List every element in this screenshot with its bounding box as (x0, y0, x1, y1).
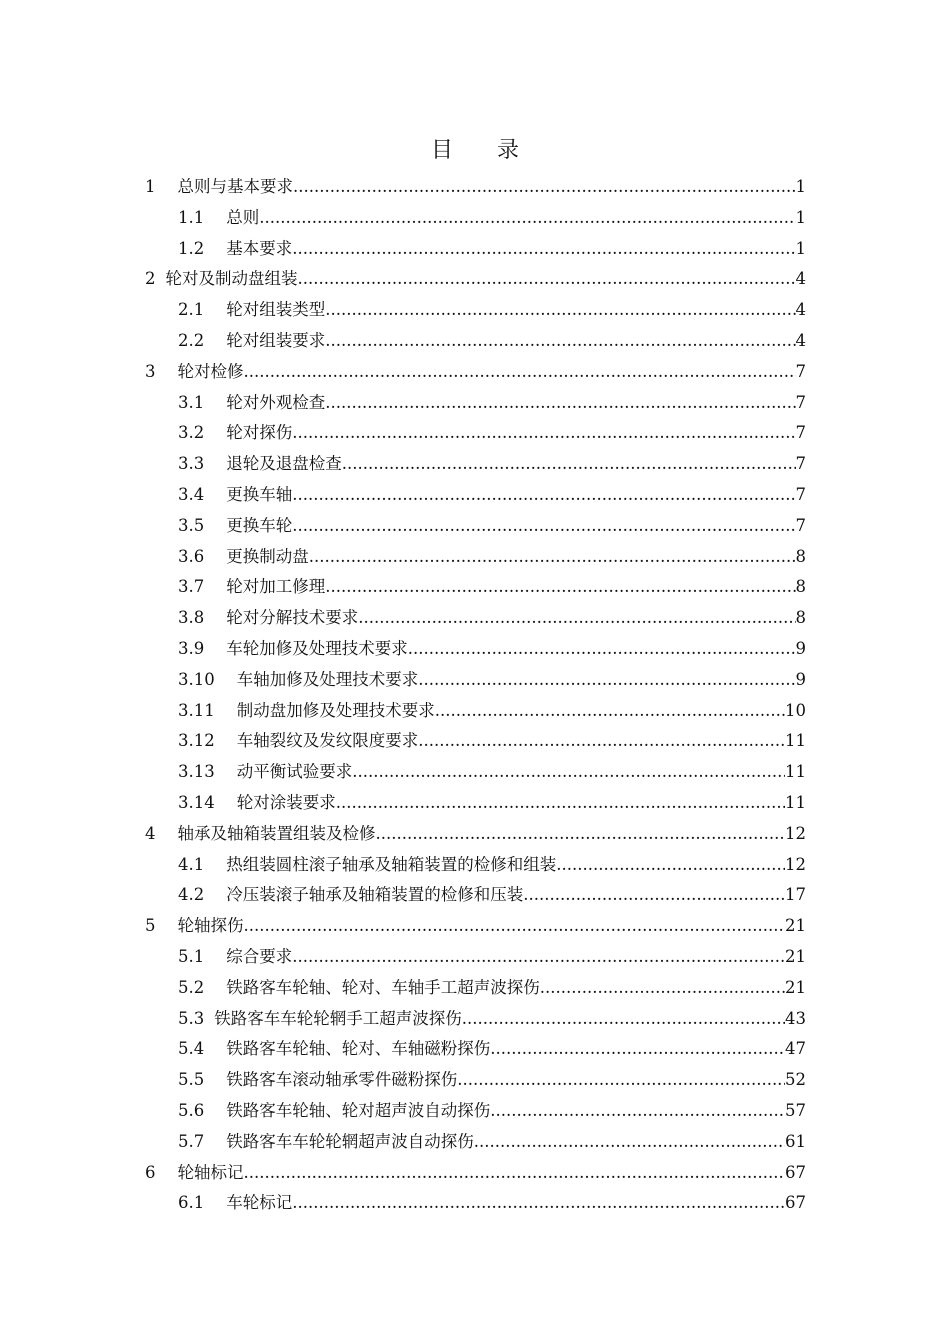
toc-entry-page: 21 (785, 916, 806, 936)
toc-entry-title: 轮轴探伤 (177, 916, 244, 936)
toc-entry-number: 3.6 (178, 546, 205, 566)
toc-dot-leader (435, 696, 785, 727)
toc-entry-page: 43 (785, 1008, 806, 1028)
toc-dot-leader (325, 388, 795, 419)
toc-dot-leader (244, 1158, 786, 1189)
toc-dot-leader (490, 1096, 785, 1127)
toc-entry-page: 8 (795, 546, 806, 566)
toc-entry-number: 4.1 (178, 854, 205, 874)
toc-entry-title: 轮对检修 (177, 361, 244, 381)
toc-dot-leader (325, 572, 795, 603)
toc-dot-leader (474, 1127, 785, 1158)
toc-entry-title: 更换车轴 (226, 484, 293, 504)
toc-entry-page: 8 (795, 577, 806, 597)
toc-entry-page: 1 (795, 238, 806, 258)
toc-dot-leader (556, 850, 785, 881)
toc-entry-title: 冷压装滚子轴承及轴箱装置的检修和压装 (226, 885, 524, 905)
toc-entry-number: 2 (145, 269, 156, 289)
toc-entry[interactable] (145, 572, 806, 603)
toc-entry-page: 4 (795, 300, 806, 320)
toc-entry-title: 轮对及制动盘组装 (165, 269, 298, 289)
toc-entry[interactable] (145, 911, 806, 942)
toc-entry[interactable] (145, 850, 806, 881)
toc-entry[interactable] (145, 942, 806, 973)
toc-dot-leader (292, 1188, 785, 1219)
toc-entry[interactable] (145, 449, 806, 480)
toc-entry[interactable] (145, 1004, 806, 1035)
toc-entry-page: 1 (795, 177, 806, 196)
toc-entry[interactable] (145, 1127, 806, 1158)
toc-dot-leader (293, 172, 796, 203)
toc-entry-page: 61 (785, 1131, 806, 1151)
toc-entry-page: 67 (785, 1193, 806, 1213)
toc-entry[interactable] (145, 757, 806, 788)
toc-entry[interactable] (145, 1096, 806, 1127)
toc-entry-page: 11 (785, 731, 806, 751)
toc-entry-number: 5.7 (178, 1131, 205, 1151)
toc-entry-page: 21 (785, 977, 806, 997)
toc-entry-title: 制动盘加修及处理技术要求 (236, 700, 435, 720)
toc-entry-page: 9 (795, 638, 806, 658)
toc-dot-leader (462, 1004, 785, 1035)
toc-entry-title: 总则 (226, 207, 260, 227)
toc-entry-title: 铁路客车车轮轮辋手工超声波探伤 (214, 1008, 462, 1028)
toc-entry[interactable] (145, 388, 806, 419)
toc-entry-number: 5 (145, 916, 156, 936)
toc-entry-title: 轮轴标记 (177, 1162, 244, 1182)
toc-dot-leader (325, 295, 795, 326)
toc-dot-leader (358, 603, 795, 634)
toc-entry-title: 轮对加工修理 (226, 577, 326, 597)
toc-entry[interactable] (145, 234, 806, 265)
toc-entry-title: 基本要求 (226, 238, 293, 258)
toc-entry-title: 铁路客车轮轴、轮对超声波自动探伤 (226, 1100, 491, 1120)
toc-entry-title: 热组装圆柱滚子轴承及轴箱装置的检修和组装 (226, 854, 557, 874)
toc-entry-title: 更换车轮 (226, 515, 293, 535)
toc-entry-title: 轮对分解技术要求 (226, 608, 359, 628)
toc-entry-title: 综合要求 (226, 946, 293, 966)
toc-entry-title: 铁路客车车轮轮辋超声波自动探伤 (226, 1131, 474, 1151)
toc-entry-number: 4.2 (178, 885, 205, 905)
toc-dot-leader (292, 418, 795, 449)
toc-entry-page: 57 (785, 1100, 806, 1120)
toc-entry-page: 7 (795, 515, 806, 535)
toc-entry[interactable] (145, 480, 806, 511)
toc-dot-leader (490, 1034, 785, 1065)
toc-entry[interactable] (145, 665, 806, 696)
toc-entry-title: 铁路客车轮轴、轮对、车轴磁粉探伤 (226, 1039, 491, 1059)
toc-entry-number: 3.13 (178, 762, 215, 782)
toc-entry-page: 11 (785, 762, 806, 782)
toc-entry-number: 2.2 (178, 330, 205, 350)
toc-entry-title: 轮对组装要求 (226, 330, 326, 350)
toc-entry[interactable] (145, 418, 806, 449)
toc-entry-number: 3 (145, 361, 156, 381)
toc-entry-number: 5.2 (178, 977, 205, 997)
toc-entry-page: 4 (795, 330, 806, 350)
toc-entry-title: 退轮及退盘检查 (226, 454, 342, 474)
toc-dot-leader (352, 757, 785, 788)
toc-dot-leader (259, 203, 795, 234)
toc-dot-leader (244, 357, 796, 388)
toc-entry[interactable] (145, 973, 806, 1004)
toc-entry-number: 3.2 (178, 423, 205, 443)
toc-entry-number: 3.5 (178, 515, 205, 535)
toc-entry-number: 3.1 (178, 392, 205, 412)
toc-entry-number: 5.3 (178, 1008, 205, 1028)
toc-dot-leader (540, 973, 785, 1004)
toc-dot-leader (309, 542, 796, 573)
toc-dot-leader (292, 511, 795, 542)
toc-entry-title: 动平衡试验要求 (236, 762, 353, 782)
toc-entry-number: 5.1 (178, 946, 205, 966)
toc-entry-title: 轴承及轴箱装置组装及检修 (177, 823, 376, 843)
toc-entry[interactable] (145, 542, 806, 573)
toc-entry-page: 7 (795, 392, 806, 412)
toc-entry[interactable] (145, 726, 806, 757)
toc-entry-number: 6 (145, 1162, 156, 1182)
toc-entry-title: 铁路客车轮轴、轮对、车轴手工超声波探伤 (226, 977, 540, 997)
toc-entry[interactable] (145, 511, 806, 542)
toc-entry-number: 1.1 (178, 207, 205, 227)
toc-entry-number: 5.4 (178, 1039, 205, 1059)
toc-entry-number: 3.7 (178, 577, 205, 597)
toc-dot-leader (336, 788, 785, 819)
toc-entry-page: 9 (795, 669, 806, 689)
toc-entry-number: 3.10 (178, 669, 215, 689)
toc-title-left: 目 (430, 138, 453, 163)
toc-dot-leader (292, 480, 795, 511)
toc-entry[interactable] (145, 357, 806, 388)
toc-entry-title: 铁路客车滚动轴承零件磁粉探伤 (226, 1070, 458, 1090)
toc-entry-number: 3.11 (178, 700, 215, 720)
toc-dot-leader (298, 264, 796, 295)
toc-dot-leader (325, 326, 795, 357)
toc-entry-title: 轮对组装类型 (226, 300, 326, 320)
toc-dot-leader (418, 665, 795, 696)
toc-entry-number: 1.2 (178, 238, 205, 258)
toc-dot-leader (376, 819, 786, 850)
toc-entry-page: 52 (785, 1070, 806, 1090)
toc-entry-number: 2.1 (178, 300, 205, 320)
toc-entry-number: 5.6 (178, 1100, 205, 1120)
toc-dot-leader (292, 942, 785, 973)
toc-entry-number: 3.12 (178, 731, 215, 751)
toc-dot-leader (292, 234, 795, 265)
toc-entry-page: 17 (785, 885, 806, 905)
toc-dot-leader (408, 634, 796, 665)
toc-entry[interactable] (145, 880, 806, 911)
toc-entry-page: 7 (795, 484, 806, 504)
toc-dot-leader (244, 911, 786, 942)
toc-entry[interactable] (145, 788, 806, 819)
toc-dot-leader (342, 449, 796, 480)
toc-entry-title: 轮对涂装要求 (236, 792, 336, 812)
toc-entry[interactable] (145, 1065, 806, 1096)
toc-entry-title: 轮对探伤 (226, 423, 293, 443)
toc-dot-leader (523, 880, 785, 911)
toc-entry-page: 4 (795, 269, 806, 289)
toc-entry-page: 12 (785, 823, 806, 843)
toc-entry[interactable] (145, 172, 806, 203)
toc-entry-page: 11 (785, 792, 806, 812)
toc-entry-number: 6.1 (178, 1193, 205, 1213)
table-of-contents (145, 172, 806, 1219)
toc-entry-number: 3.9 (178, 638, 205, 658)
toc-entry-number: 3.3 (178, 454, 205, 474)
toc-entry-page: 47 (785, 1039, 806, 1059)
toc-title (0, 136, 950, 166)
toc-entry-title: 车轮加修及处理技术要求 (226, 638, 408, 658)
toc-entry-page: 7 (795, 454, 806, 474)
toc-dot-leader (418, 726, 785, 757)
toc-title-right: 录 (497, 138, 520, 163)
toc-entry[interactable] (145, 203, 806, 234)
toc-entry-title: 车轴加修及处理技术要求 (236, 669, 419, 689)
toc-entry-title: 更换制动盘 (226, 546, 309, 566)
toc-entry[interactable] (145, 603, 806, 634)
toc-entry-page: 7 (795, 423, 806, 443)
toc-entry[interactable] (145, 819, 806, 850)
toc-dot-leader (457, 1065, 785, 1096)
toc-entry-page: 21 (785, 946, 806, 966)
toc-entry[interactable] (145, 1034, 806, 1065)
toc-entry-title: 车轴裂纹及发纹限度要求 (236, 731, 419, 751)
toc-entry-number: 3.14 (178, 792, 215, 812)
toc-entry-number: 3.8 (178, 608, 205, 628)
toc-entry[interactable] (145, 634, 806, 665)
toc-entry-number: 1 (145, 177, 156, 196)
toc-entry-page: 12 (785, 854, 806, 874)
toc-entry-title: 轮对外观检查 (226, 392, 326, 412)
toc-entry[interactable] (145, 1158, 806, 1189)
toc-entry-title: 车轮标记 (226, 1193, 293, 1213)
toc-entry-page: 1 (795, 207, 806, 227)
toc-entry-page: 8 (795, 608, 806, 628)
toc-entry-number: 3.4 (178, 484, 205, 504)
toc-entry-number: 4 (145, 823, 156, 843)
toc-entry-page: 7 (795, 361, 806, 381)
toc-entry[interactable] (145, 1188, 806, 1219)
toc-entry[interactable] (145, 326, 806, 357)
toc-entry[interactable] (145, 264, 806, 295)
toc-entry-title: 总则与基本要求 (177, 177, 293, 196)
toc-entry-page: 67 (785, 1162, 806, 1182)
toc-entry-number: 5.5 (178, 1070, 205, 1090)
toc-entry[interactable] (145, 696, 806, 727)
toc-entry-page: 10 (785, 700, 806, 720)
toc-entry[interactable] (145, 295, 806, 326)
